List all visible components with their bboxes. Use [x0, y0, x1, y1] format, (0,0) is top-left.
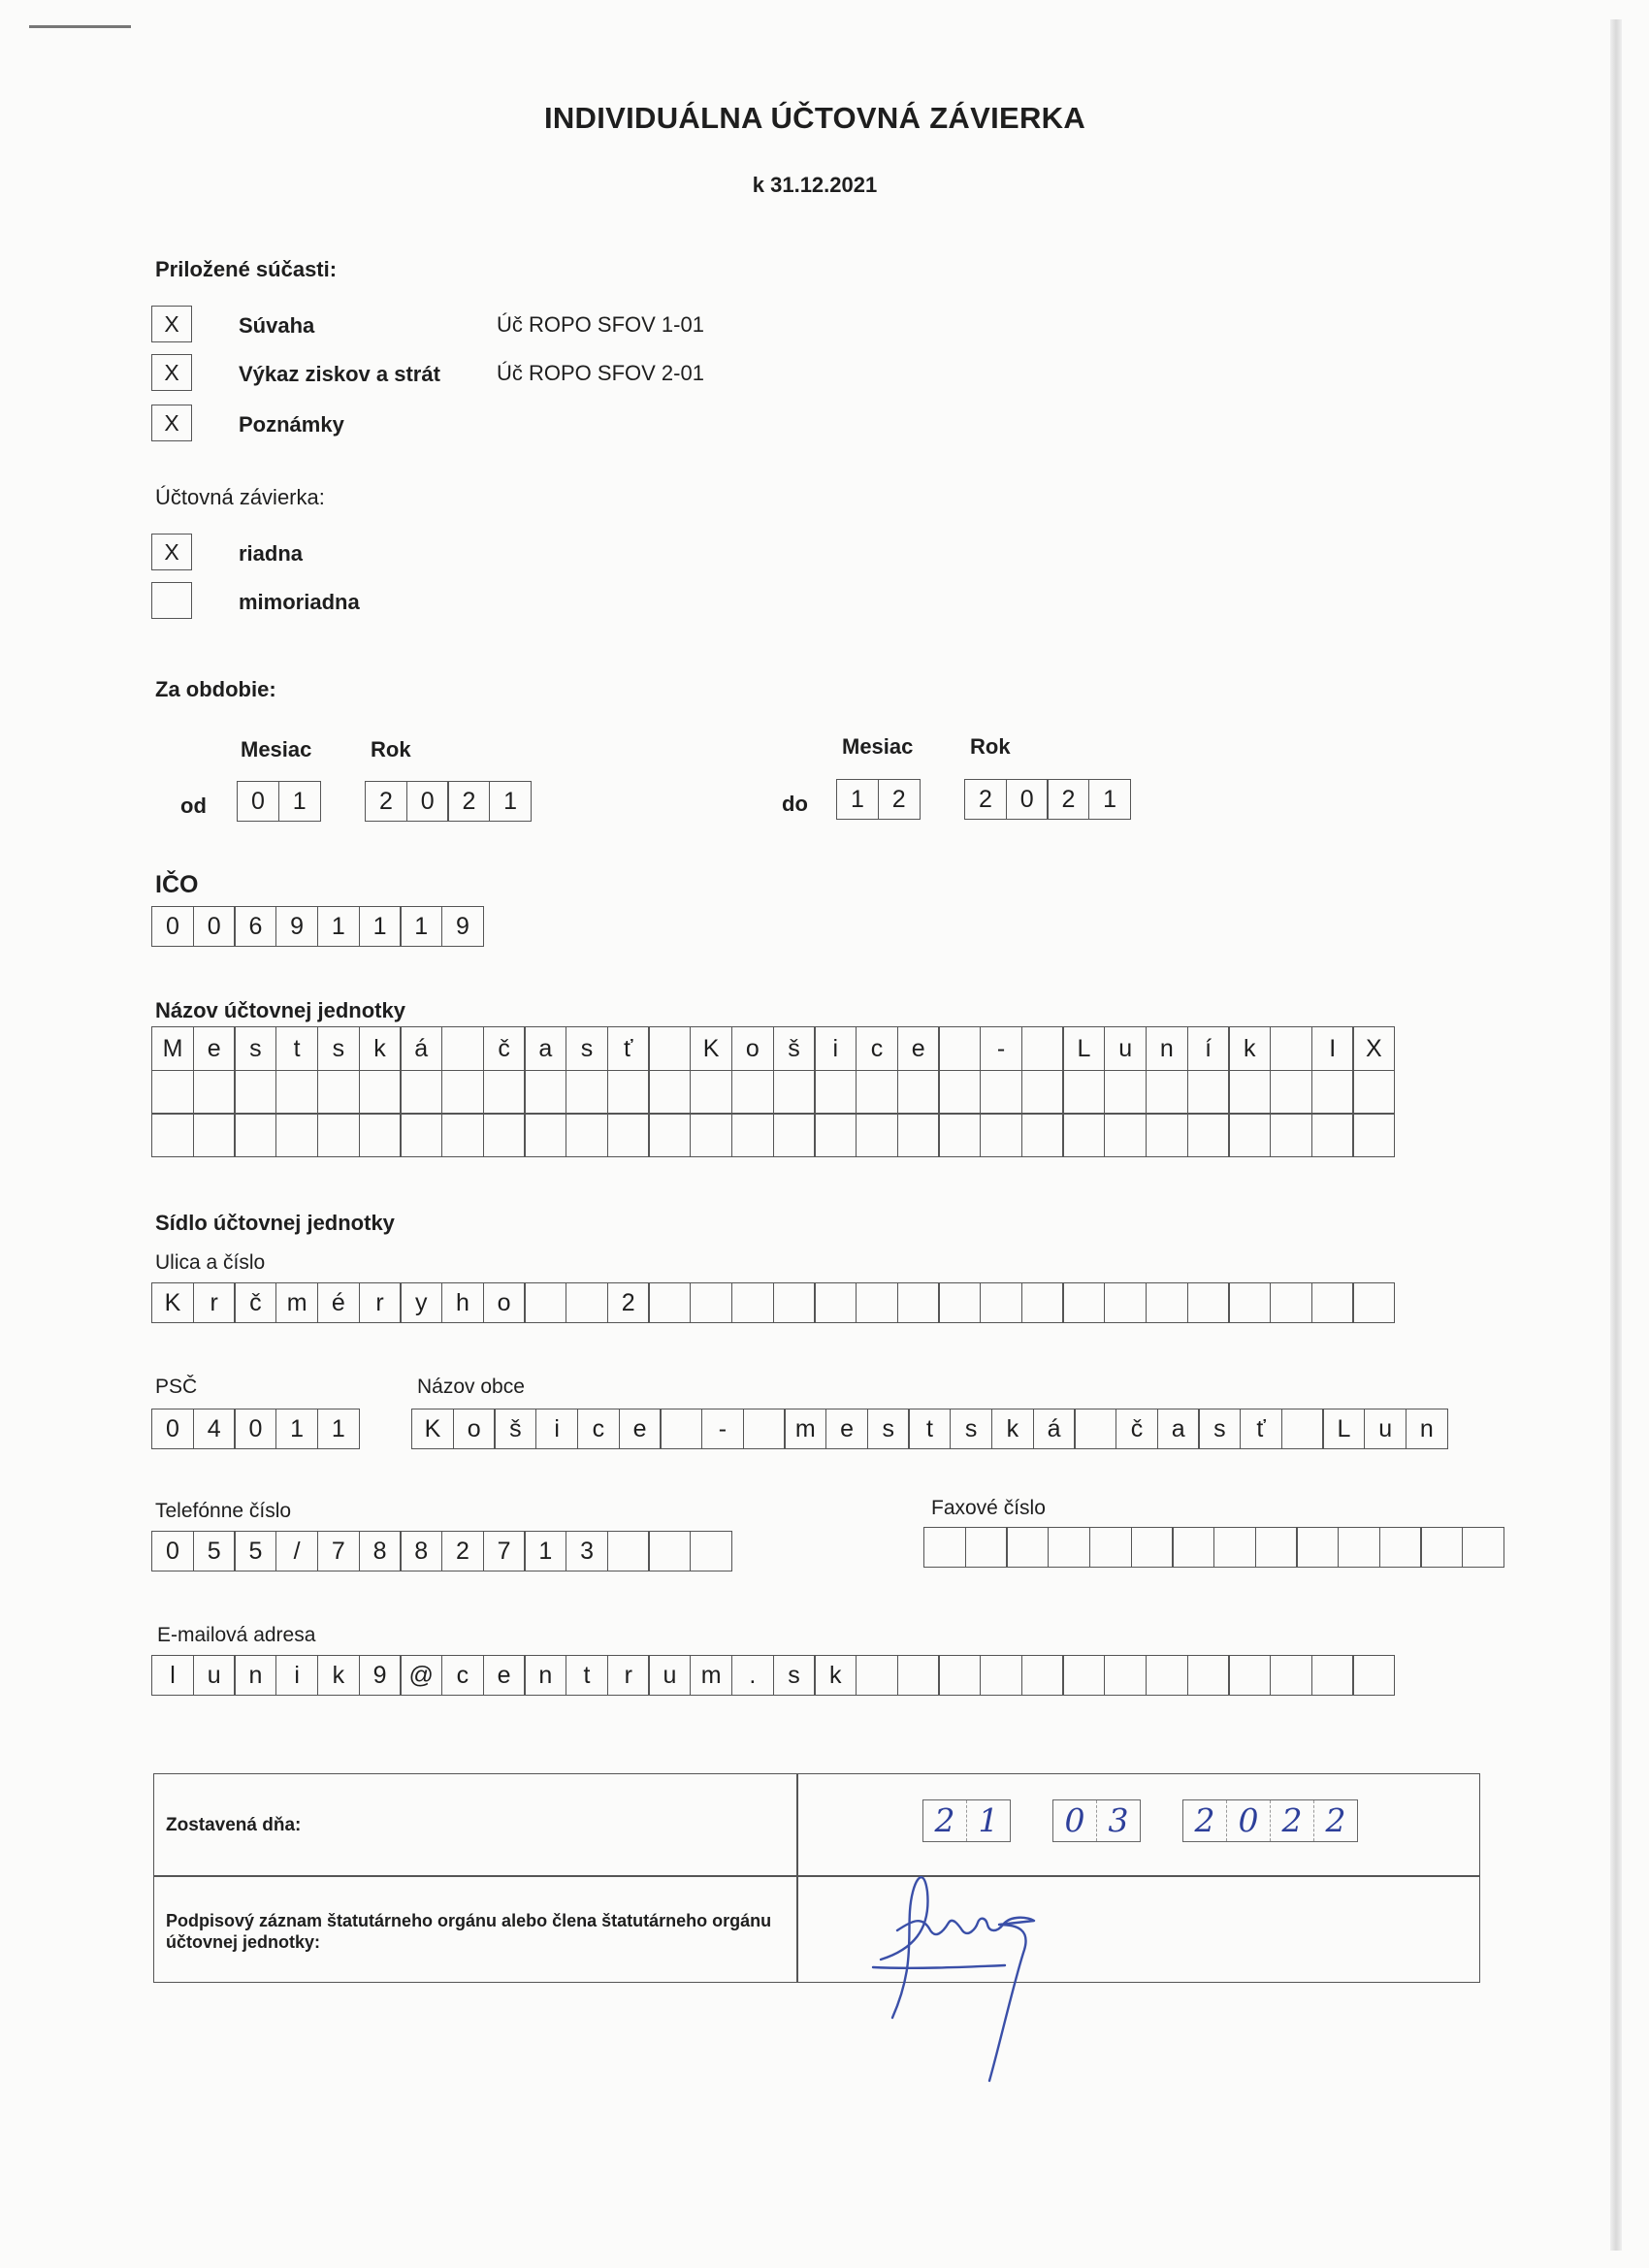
char-cell: K: [411, 1409, 454, 1449]
ico-field[interactable]: [151, 906, 483, 947]
char-cell: [1270, 1655, 1312, 1696]
char-cell: [1062, 1655, 1105, 1696]
type-name: mimoriadna: [239, 590, 360, 614]
char-cell: [151, 1113, 194, 1157]
char-cell: 1: [359, 906, 402, 947]
char-cell: [524, 1070, 566, 1115]
char-cell: u: [1364, 1409, 1406, 1449]
compiled-label: Zostavená dňa:: [166, 1815, 302, 1835]
char-cell: [1006, 1527, 1049, 1568]
street-label: Ulica a číslo: [155, 1251, 266, 1274]
char-cell: [441, 1070, 484, 1115]
char-cell: 1: [836, 779, 879, 820]
to-year-label: Rok: [970, 734, 1011, 759]
table-divider: [154, 1875, 1479, 1877]
char-cell: [1104, 1282, 1147, 1323]
char-cell: [1352, 1113, 1395, 1157]
char-cell: 2: [365, 781, 407, 822]
char-cell: [1311, 1113, 1354, 1157]
char-cell: [938, 1282, 981, 1323]
char-cell: 0: [151, 1531, 194, 1571]
char-cell: .: [731, 1655, 774, 1696]
char-cell: [1187, 1655, 1230, 1696]
char-cell: I: [1311, 1026, 1354, 1071]
char-cell: [1021, 1113, 1064, 1157]
char-cell: 1: [524, 1531, 566, 1571]
char-cell: 5: [234, 1531, 276, 1571]
fax-field[interactable]: [923, 1527, 1504, 1568]
char-cell: [1146, 1282, 1188, 1323]
ico-label: IČO: [155, 871, 199, 898]
char-cell: i: [814, 1026, 857, 1071]
char-cell: 9: [359, 1655, 402, 1696]
char-cell: [648, 1070, 691, 1115]
char-cell: [965, 1527, 1008, 1568]
handwritten-digit: 3: [1108, 1801, 1129, 1839]
char-cell: 2: [441, 1531, 484, 1571]
char-cell: [1311, 1655, 1354, 1696]
checkbox-poznamky[interactable]: X: [151, 405, 192, 441]
char-cell: r: [193, 1282, 236, 1323]
char-cell: -: [701, 1409, 744, 1449]
char-cell: [359, 1113, 402, 1157]
entity-name-row: [151, 1070, 1394, 1115]
to-month-field[interactable]: [836, 779, 919, 820]
char-cell: 1: [489, 781, 532, 822]
char-cell: [938, 1026, 981, 1071]
period-heading: Za obdobie:: [155, 677, 276, 701]
char-cell: [1420, 1527, 1463, 1568]
char-cell: [648, 1282, 691, 1323]
entity-name-row: [151, 1113, 1394, 1157]
char-cell: e: [483, 1655, 526, 1696]
char-cell: s: [234, 1026, 276, 1071]
char-cell: t: [908, 1409, 951, 1449]
attachment-name: Poznámky: [239, 412, 344, 437]
table-divider: [796, 1774, 798, 1982]
char-cell: [607, 1070, 650, 1115]
char-cell: [814, 1113, 857, 1157]
char-cell: 8: [359, 1531, 402, 1571]
char-cell: 7: [317, 1531, 360, 1571]
char-cell: [1352, 1655, 1395, 1696]
char-cell: i: [535, 1409, 578, 1449]
char-cell: š: [773, 1026, 816, 1071]
char-cell: 2: [878, 779, 921, 820]
char-cell: s: [1198, 1409, 1241, 1449]
char-cell: [151, 1070, 194, 1115]
char-cell: é: [317, 1282, 360, 1323]
char-cell: [483, 1113, 526, 1157]
char-cell: [524, 1282, 566, 1323]
char-cell: u: [648, 1655, 691, 1696]
char-cell: [607, 1531, 650, 1571]
char-cell: [359, 1070, 402, 1115]
char-cell: 2: [607, 1282, 650, 1323]
char-cell: 2: [1047, 779, 1089, 820]
char-cell: [566, 1282, 608, 1323]
phone-label: Telefónne číslo: [155, 1500, 292, 1522]
char-cell: s: [566, 1026, 608, 1071]
char-cell: i: [275, 1655, 318, 1696]
char-cell: [897, 1655, 940, 1696]
char-cell: 1: [317, 906, 360, 947]
handwritten-digit: 2: [1325, 1801, 1346, 1839]
char-cell: 1: [275, 1409, 318, 1449]
char-cell: [1270, 1113, 1312, 1157]
char-cell: r: [359, 1282, 402, 1323]
char-cell: 7: [483, 1531, 526, 1571]
char-cell: [897, 1070, 940, 1115]
char-cell: X: [1352, 1026, 1395, 1071]
char-cell: 0: [234, 1409, 276, 1449]
char-cell: [648, 1026, 691, 1071]
char-cell: s: [950, 1409, 992, 1449]
char-cell: r: [607, 1655, 650, 1696]
char-cell: @: [400, 1655, 442, 1696]
char-cell: 5: [193, 1531, 236, 1571]
char-cell: t: [275, 1026, 318, 1071]
char-cell: [1311, 1070, 1354, 1115]
char-cell: [1228, 1070, 1271, 1115]
char-cell: a: [1157, 1409, 1200, 1449]
char-cell: n: [234, 1655, 276, 1696]
char-cell: [1296, 1527, 1339, 1568]
char-cell: [193, 1070, 236, 1115]
char-cell: [980, 1655, 1022, 1696]
to-label: do: [782, 792, 808, 816]
char-cell: í: [1187, 1026, 1230, 1071]
char-cell: c: [856, 1026, 898, 1071]
char-cell: /: [275, 1531, 318, 1571]
char-cell: [483, 1070, 526, 1115]
char-cell: [690, 1282, 732, 1323]
email-field[interactable]: [151, 1655, 1394, 1696]
char-cell: 8: [400, 1531, 442, 1571]
char-cell: k: [991, 1409, 1034, 1449]
char-cell: k: [359, 1026, 402, 1071]
attachment-code: Úč ROPO SFOV 1-01: [497, 312, 704, 337]
from-month-field[interactable]: [237, 781, 319, 822]
char-cell: 9: [441, 906, 484, 947]
from-month-label: Mesiac: [241, 737, 312, 761]
char-cell: [856, 1282, 898, 1323]
handwritten-digit: 2: [1271, 1800, 1314, 1841]
char-cell: s: [773, 1655, 816, 1696]
char-cell: [731, 1113, 774, 1157]
char-cell: K: [151, 1282, 194, 1323]
char-cell: [980, 1070, 1022, 1115]
entity-name-row: [151, 1026, 1394, 1071]
char-cell: [1281, 1409, 1324, 1449]
from-year-field[interactable]: [365, 781, 531, 822]
char-cell: s: [317, 1026, 360, 1071]
char-cell: 0: [1006, 779, 1049, 820]
char-cell: á: [400, 1026, 442, 1071]
char-cell: [690, 1113, 732, 1157]
char-cell: h: [441, 1282, 484, 1323]
char-cell: [648, 1531, 691, 1571]
handwritten-digit: 2: [1183, 1800, 1227, 1841]
char-cell: e: [193, 1026, 236, 1071]
char-cell: [234, 1113, 276, 1157]
char-cell: [1146, 1655, 1188, 1696]
char-cell: [1352, 1070, 1395, 1115]
char-cell: [1074, 1409, 1116, 1449]
char-cell: [938, 1113, 981, 1157]
char-cell: [1338, 1527, 1380, 1568]
char-cell: [317, 1070, 360, 1115]
char-cell: e: [619, 1409, 662, 1449]
char-cell: [1146, 1113, 1188, 1157]
char-cell: [648, 1113, 691, 1157]
char-cell: 1: [400, 906, 442, 947]
char-cell: [1021, 1655, 1064, 1696]
char-cell: 1: [278, 781, 321, 822]
signature-label: Podpisový záznam štatutárneho orgánu alebo člena štatutárneho orgánu účtovnej jednotky:: [166, 1911, 772, 1952]
street-field[interactable]: [151, 1282, 1394, 1323]
char-cell: a: [524, 1026, 566, 1071]
char-cell: [1213, 1527, 1256, 1568]
char-cell: 0: [237, 781, 279, 822]
char-cell: 6: [234, 906, 276, 947]
char-cell: 4: [193, 1409, 236, 1449]
handwritten-digit: 2: [923, 1800, 967, 1841]
char-cell: [1062, 1070, 1105, 1115]
phone-field[interactable]: [151, 1531, 731, 1571]
char-cell: [441, 1026, 484, 1071]
char-cell: [1146, 1070, 1188, 1115]
char-cell: 0: [193, 906, 236, 947]
city-label: Názov obce: [417, 1376, 525, 1398]
from-label: od: [180, 794, 207, 818]
char-cell: [1270, 1026, 1312, 1071]
char-cell: [856, 1655, 898, 1696]
to-year-field[interactable]: [964, 779, 1130, 820]
city-field[interactable]: [411, 1409, 1447, 1449]
char-cell: [897, 1113, 940, 1157]
char-cell: [524, 1113, 566, 1157]
char-cell: [731, 1282, 774, 1323]
char-cell: e: [897, 1026, 940, 1071]
char-cell: m: [275, 1282, 318, 1323]
char-cell: 0: [406, 781, 449, 822]
char-cell: M: [151, 1026, 194, 1071]
char-cell: n: [524, 1655, 566, 1696]
char-cell: m: [690, 1655, 732, 1696]
statement-type-heading: Účtovná závierka:: [155, 485, 325, 509]
char-cell: [923, 1527, 966, 1568]
char-cell: [1187, 1070, 1230, 1115]
char-cell: K: [690, 1026, 732, 1071]
handwritten-signature: [854, 1824, 1106, 2115]
char-cell: [690, 1070, 732, 1115]
char-cell: [938, 1070, 981, 1115]
char-cell: [1062, 1113, 1105, 1157]
char-cell: [1104, 1655, 1147, 1696]
char-cell: ť: [1240, 1409, 1282, 1449]
char-cell: [1187, 1113, 1230, 1157]
fax-label: Faxové číslo: [931, 1497, 1046, 1519]
char-cell: [897, 1282, 940, 1323]
char-cell: [566, 1113, 608, 1157]
char-cell: ť: [607, 1026, 650, 1071]
char-cell: e: [825, 1409, 868, 1449]
char-cell: [1104, 1113, 1147, 1157]
char-cell: t: [566, 1655, 608, 1696]
char-cell: [731, 1070, 774, 1115]
char-cell: [1270, 1070, 1312, 1115]
char-cell: [1104, 1070, 1147, 1115]
psc-field[interactable]: [151, 1409, 359, 1449]
char-cell: 1: [1088, 779, 1131, 820]
char-cell: [1270, 1282, 1312, 1323]
char-cell: [1021, 1070, 1064, 1115]
psc-label: PSČ: [155, 1376, 198, 1398]
char-cell: [400, 1113, 442, 1157]
char-cell: č: [1116, 1409, 1158, 1449]
entity-name-label: Názov účtovnej jednotky: [155, 998, 405, 1022]
char-cell: [1228, 1282, 1271, 1323]
char-cell: [1352, 1282, 1395, 1323]
char-cell: -: [980, 1026, 1022, 1071]
char-cell: [1021, 1026, 1064, 1071]
address-heading: Sídlo účtovnej jednotky: [155, 1211, 395, 1235]
char-cell: [773, 1282, 816, 1323]
char-cell: [1311, 1282, 1354, 1323]
checkbox-mimoriadna[interactable]: [151, 582, 192, 619]
char-cell: [1089, 1527, 1132, 1568]
char-cell: [193, 1113, 236, 1157]
char-cell: 3: [566, 1531, 608, 1571]
date-line: k 31.12.2021: [752, 173, 878, 197]
char-cell: c: [577, 1409, 620, 1449]
handwritten-digit: 0: [1227, 1800, 1271, 1841]
char-cell: [938, 1655, 981, 1696]
char-cell: [773, 1113, 816, 1157]
char-cell: 0: [151, 906, 194, 947]
char-cell: o: [731, 1026, 774, 1071]
checkbox-vykaz[interactable]: X: [151, 354, 192, 391]
char-cell: [1021, 1282, 1064, 1323]
email-label: E-mailová adresa: [157, 1624, 316, 1646]
char-cell: [1172, 1527, 1214, 1568]
attachment-name: Výkaz ziskov a strát: [239, 362, 440, 386]
attachment-code: Úč ROPO SFOV 2-01: [497, 361, 704, 385]
char-cell: k: [814, 1655, 857, 1696]
char-cell: c: [441, 1655, 484, 1696]
handwritten-digit: 1: [978, 1801, 999, 1839]
char-cell: [607, 1113, 650, 1157]
char-cell: [1048, 1527, 1090, 1568]
char-cell: á: [1033, 1409, 1076, 1449]
char-cell: [1462, 1527, 1504, 1568]
char-cell: [814, 1282, 857, 1323]
char-cell: [1187, 1282, 1230, 1323]
char-cell: [400, 1070, 442, 1115]
char-cell: l: [151, 1655, 194, 1696]
char-cell: [980, 1113, 1022, 1157]
char-cell: m: [784, 1409, 826, 1449]
char-cell: č: [483, 1026, 526, 1071]
char-cell: č: [234, 1282, 276, 1323]
char-cell: [441, 1113, 484, 1157]
char-cell: [1131, 1527, 1174, 1568]
char-cell: o: [483, 1282, 526, 1323]
char-cell: [690, 1531, 732, 1571]
char-cell: [1228, 1113, 1271, 1157]
char-cell: L: [1322, 1409, 1365, 1449]
char-cell: [1255, 1527, 1298, 1568]
char-cell: [1379, 1527, 1422, 1568]
char-cell: o: [453, 1409, 496, 1449]
char-cell: 9: [275, 906, 318, 947]
handwritten-digit: 0: [1053, 1800, 1097, 1841]
char-cell: [566, 1070, 608, 1115]
scan-edge-mark: [29, 25, 131, 28]
attachment-name: Súvaha: [239, 313, 315, 338]
char-cell: n: [1146, 1026, 1188, 1071]
entity-name-field[interactable]: [151, 1026, 1394, 1156]
char-cell: 2: [964, 779, 1007, 820]
char-cell: [275, 1113, 318, 1157]
char-cell: [660, 1409, 702, 1449]
char-cell: [275, 1070, 318, 1115]
scan-page-edge: [1610, 19, 1622, 2251]
char-cell: [980, 1282, 1022, 1323]
char-cell: L: [1062, 1026, 1105, 1071]
compiled-year[interactable]: [1182, 1799, 1358, 1842]
char-cell: [743, 1409, 786, 1449]
char-cell: [317, 1113, 360, 1157]
char-cell: n: [1406, 1409, 1448, 1449]
char-cell: k: [1228, 1026, 1271, 1071]
char-cell: 1: [317, 1409, 360, 1449]
char-cell: [856, 1113, 898, 1157]
char-cell: [1228, 1655, 1271, 1696]
char-cell: [814, 1070, 857, 1115]
char-cell: 2: [447, 781, 490, 822]
char-cell: [773, 1070, 816, 1115]
checkbox-riadna[interactable]: X: [151, 534, 192, 570]
char-cell: š: [494, 1409, 536, 1449]
char-cell: k: [317, 1655, 360, 1696]
char-cell: s: [867, 1409, 910, 1449]
signature-table: [153, 1773, 1480, 1983]
attachments-heading: Priložené súčasti:: [155, 257, 338, 281]
type-name: riadna: [239, 541, 304, 566]
from-year-label: Rok: [371, 737, 411, 761]
to-month-label: Mesiac: [842, 734, 914, 759]
char-cell: [856, 1070, 898, 1115]
char-cell: y: [400, 1282, 442, 1323]
char-cell: u: [193, 1655, 236, 1696]
checkbox-suvaha[interactable]: X: [151, 306, 192, 342]
page-title: INDIVIDUÁLNA ÚČTOVNÁ ZÁVIERKA: [543, 101, 1086, 135]
char-cell: [1062, 1282, 1105, 1323]
char-cell: 0: [151, 1409, 194, 1449]
char-cell: [234, 1070, 276, 1115]
char-cell: u: [1104, 1026, 1147, 1071]
